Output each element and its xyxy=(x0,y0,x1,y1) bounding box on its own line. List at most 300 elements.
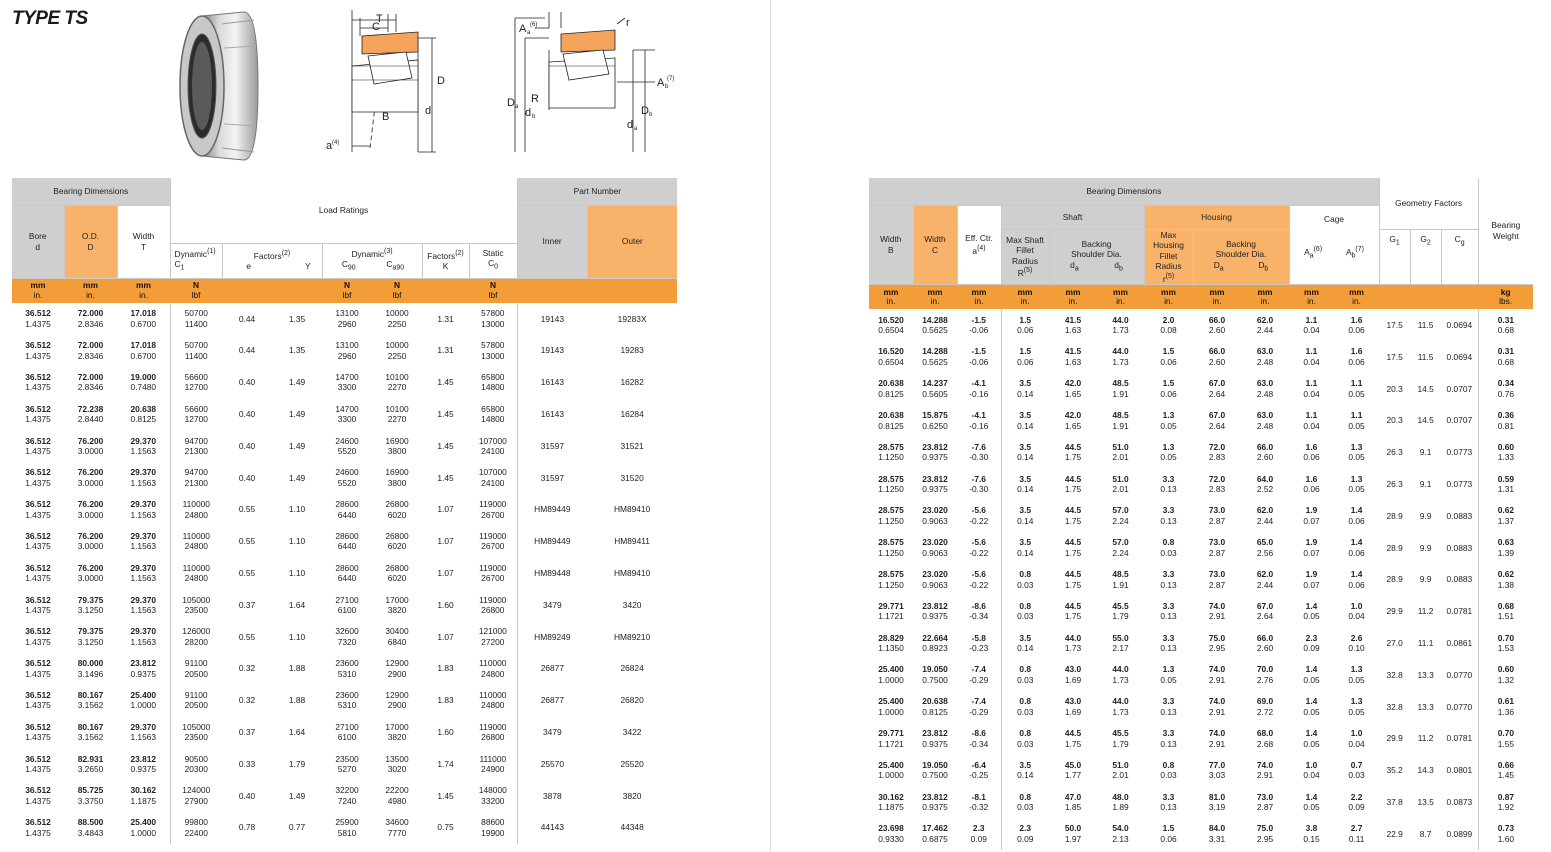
table-row xyxy=(12,303,677,335)
table-cell: 0.34 0.76 xyxy=(1497,378,1515,399)
table-row xyxy=(869,595,1533,627)
table-cell: 36.512 1.4375 xyxy=(25,562,51,584)
table-cell: 3.3 0.13 xyxy=(1160,728,1177,749)
table-cell: 0.0694 xyxy=(1441,341,1478,373)
table-cell: -4.1 -0.16 xyxy=(957,405,1001,437)
table-cell: 1.49 xyxy=(288,790,306,801)
table-cell: 1.5 0.06 xyxy=(1160,378,1177,399)
unit-cell: N lbf xyxy=(372,278,422,303)
table-cell: 44.5 1.75 xyxy=(1064,728,1082,749)
table-cell: 13.3 xyxy=(1417,701,1434,712)
table-cell: 74.0 2.91 xyxy=(1208,728,1226,749)
table-cell: 29.771 1.1721 xyxy=(878,600,904,622)
table-cell: 13100 2960 xyxy=(335,308,359,329)
table-cell: 1.5 0.06 xyxy=(1017,346,1034,367)
dim-label-db-upper-sub: b xyxy=(649,112,653,118)
table-cell: 74.0 2.91 xyxy=(1208,600,1226,622)
table-cell: 0.55 xyxy=(238,504,256,515)
table-cell: -5.6 -0.22 xyxy=(957,500,1001,532)
table-cell: 23500 5270 xyxy=(335,753,359,775)
table-row xyxy=(869,627,1533,659)
header-width-b: Width B xyxy=(869,205,913,284)
table-cell: 29.370 1.1563 xyxy=(117,716,170,748)
table-cell: 28.575 1.1250 xyxy=(878,473,904,495)
table-cell: 0.37 xyxy=(238,599,256,610)
table-cell: 73.0 2.87 xyxy=(1208,537,1226,558)
table-cell: 2.0 0.08 xyxy=(1160,314,1177,336)
table-cell: 16.520 0.6504 xyxy=(878,314,904,336)
table-cell: 36.512 1.4375 xyxy=(25,371,51,393)
table-cell: 29.370 1.1563 xyxy=(117,462,170,494)
table-cell: 119000 26700 xyxy=(469,494,517,526)
unit-cell: mm in. xyxy=(1144,284,1193,309)
table-row xyxy=(869,786,1533,818)
table-cell: 48.5 1.91 xyxy=(1112,569,1129,590)
mounting-dimensions-table xyxy=(869,178,1533,850)
table-cell: 36.512 1.4375 xyxy=(25,467,51,488)
table-cell: 94700 21300 xyxy=(184,435,208,457)
table-cell: 29.370 1.1563 xyxy=(117,430,170,462)
table-cell: HM89410 xyxy=(613,504,651,515)
table-cell: 1.60 xyxy=(437,599,454,610)
table-cell: 0.78 xyxy=(238,822,256,833)
table-cell: 16143 xyxy=(540,377,564,388)
table-cell: 36.512 1.4375 xyxy=(25,817,51,838)
table-cell: 44.5 1.75 xyxy=(1064,600,1082,622)
table-cell: 1.3 0.05 xyxy=(1348,696,1365,717)
table-cell: 3.5 0.14 xyxy=(1017,441,1034,463)
table-cell: -1.5 -0.06 xyxy=(957,341,1001,373)
table-row xyxy=(12,398,677,430)
table-cell: 1.4 0.06 xyxy=(1348,505,1365,526)
dim-label-ab-sub: b xyxy=(665,84,669,90)
table-cell: 36.512 1.4375 xyxy=(25,721,51,743)
table-cell: 75.0 2.95 xyxy=(1256,823,1274,844)
table-cell: 37.8 xyxy=(1386,796,1403,807)
table-cell: 17.018 0.6700 xyxy=(117,335,170,367)
unit-cell: mm in. xyxy=(957,284,1001,309)
table-cell: 72.000 2.8346 xyxy=(77,371,104,393)
table-cell: 44.0 1.73 xyxy=(1112,346,1129,367)
table-cell: 0.8 0.03 xyxy=(1160,537,1177,558)
table-cell: 29.370 1.1563 xyxy=(117,526,170,558)
table-cell: 1.9 0.07 xyxy=(1303,569,1320,590)
table-cell: HM89410 xyxy=(613,568,651,579)
table-cell: 0.68 1.51 xyxy=(1497,600,1515,622)
table-cell: 0.70 1.53 xyxy=(1497,632,1515,654)
table-cell: 0.62 1.38 xyxy=(1497,569,1515,590)
header-load-ratings: Load Ratings xyxy=(170,178,517,243)
table-cell: 1.6 0.06 xyxy=(1303,441,1320,463)
table-cell: 50700 11400 xyxy=(184,340,208,361)
table-row xyxy=(12,557,677,589)
table-cell: 26.3 xyxy=(1386,447,1403,458)
unit-cell: mm in. xyxy=(1001,284,1049,309)
table-cell: 67.0 2.64 xyxy=(1256,600,1274,622)
table-cell: 25.400 1.0000 xyxy=(117,685,170,717)
bearing-dimension-diagram xyxy=(322,8,452,160)
table-cell: HM89411 xyxy=(614,536,650,547)
table-cell: 1.3 0.05 xyxy=(1160,441,1177,463)
table-cell: 0.0883 xyxy=(1441,500,1478,532)
table-cell: 26820 xyxy=(620,695,644,706)
table-cell: 110000 24800 xyxy=(182,530,210,552)
table-cell: 27100 6100 xyxy=(335,594,359,616)
table-cell: 11.5 xyxy=(1417,319,1434,330)
table-cell: 74.0 2.91 xyxy=(1256,759,1274,781)
table-cell: 80.167 3.1562 xyxy=(77,721,104,743)
table-cell: 65800 14800 xyxy=(469,398,517,430)
table-cell: 63.0 2.48 xyxy=(1256,378,1274,399)
table-cell: 57800 13000 xyxy=(469,303,517,335)
table-cell: 88600 19900 xyxy=(469,812,517,844)
table-cell: -8.6 -0.34 xyxy=(957,723,1001,755)
table-cell: 25.400 1.0000 xyxy=(878,759,904,781)
unit-cell: mm in. xyxy=(117,278,170,303)
table-cell: 19143 xyxy=(540,345,564,356)
table-cell: 62.0 2.44 xyxy=(1256,314,1274,336)
table-cell: 12900 2900 xyxy=(385,658,409,679)
table-cell: 66.0 2.60 xyxy=(1256,632,1274,654)
dim-label-r: r xyxy=(626,17,630,29)
dim-label-da-lower: d xyxy=(627,119,634,131)
table-cell: 91100 20500 xyxy=(184,658,208,679)
table-cell: 51.0 2.01 xyxy=(1112,759,1129,781)
table-cell: 1.3 0.05 xyxy=(1348,473,1365,495)
table-cell: 65.0 2.56 xyxy=(1256,537,1274,558)
table-cell: 10000 2250 xyxy=(385,340,409,361)
table-cell: 56600 12700 xyxy=(184,371,208,393)
table-cell: 36.512 1.4375 xyxy=(25,530,51,552)
table-cell: 45.5 1.79 xyxy=(1112,600,1129,622)
table-row xyxy=(12,716,677,748)
table-cell: 28.575 1.1250 xyxy=(878,505,904,526)
header-mounting-dimensions: Bearing Dimensions xyxy=(869,178,1379,205)
table-cell: 1.4 0.05 xyxy=(1303,728,1320,749)
table-row xyxy=(12,367,677,399)
table-cell: 23.020 0.9063 xyxy=(922,569,948,590)
table-cell: 44143 xyxy=(540,822,564,833)
table-cell: HM89448 xyxy=(534,568,571,579)
header-cg: $C_g$ xyxy=(1441,229,1478,284)
table-cell: 0.31 0.68 xyxy=(1497,346,1515,367)
table-cell: 0.0773 xyxy=(1441,436,1478,468)
table-cell: 99800 22400 xyxy=(184,817,208,838)
table-cell: 0.77 xyxy=(288,822,306,833)
table-cell: 0.70 1.55 xyxy=(1497,728,1515,749)
table-cell: 1.07 xyxy=(437,504,454,515)
table-cell: 16143 xyxy=(540,409,564,420)
table-cell: 57.0 2.24 xyxy=(1112,505,1129,526)
table-cell: -8.1 -0.32 xyxy=(957,786,1001,818)
table-cell: 2.3 0.09 xyxy=(1303,632,1320,654)
table-cell: 14.288 0.5625 xyxy=(922,314,948,336)
table-cell: 1.74 xyxy=(437,758,454,769)
table-cell: 0.40 xyxy=(238,790,256,801)
table-cell: 110000 24800 xyxy=(182,499,210,520)
table-cell: 44.0 1.73 xyxy=(1112,314,1129,336)
table-row xyxy=(12,653,677,685)
table-cell: 36.512 1.4375 xyxy=(25,785,51,806)
table-row xyxy=(12,462,677,494)
table-cell: 0.8 0.03 xyxy=(1017,696,1034,717)
table-cell: 19283X xyxy=(617,313,647,324)
table-cell: 2.2 0.09 xyxy=(1348,791,1365,813)
table-cell: 44.0 1.73 xyxy=(1064,632,1082,654)
table-cell: 36.512 1.4375 xyxy=(25,308,51,329)
table-cell: 12900 2900 xyxy=(385,689,409,711)
table-cell: 45.0 1.77 xyxy=(1064,759,1082,781)
table-cell: 0.87 1.92 xyxy=(1497,791,1515,813)
table-cell: 16.520 0.6504 xyxy=(878,346,904,367)
table-cell: 10100 2270 xyxy=(385,371,409,393)
table-cell: 28600 6440 xyxy=(335,562,359,584)
table-cell: 44.5 1.75 xyxy=(1064,441,1082,463)
table-cell: 3.3 0.13 xyxy=(1160,569,1177,590)
table-cell: 17.5 xyxy=(1386,319,1403,330)
table-cell: 1.49 xyxy=(288,377,306,388)
table-cell: 47.0 1.85 xyxy=(1064,791,1082,813)
table-cell: 57.0 2.24 xyxy=(1112,537,1129,558)
table-cell: 3820 xyxy=(622,790,642,801)
table-cell: 1.5 0.06 xyxy=(1017,314,1034,336)
dim-label-db-lower: d xyxy=(525,107,532,119)
table-cell: 74.0 2.91 xyxy=(1208,664,1226,685)
table-cell: 0.40 xyxy=(238,440,256,451)
table-cell: 0.75 xyxy=(437,822,454,833)
table-cell: 0.7 0.03 xyxy=(1348,759,1365,781)
table-cell: 29.9 xyxy=(1386,606,1403,617)
table-cell: 65800 14800 xyxy=(469,367,517,399)
table-cell: 54.0 2.13 xyxy=(1112,823,1129,844)
table-row xyxy=(12,589,677,621)
table-cell: 76.200 3.0000 xyxy=(77,562,104,584)
table-cell: 1.4 0.05 xyxy=(1303,600,1320,622)
table-row xyxy=(869,691,1533,723)
table-cell: 23.698 0.9330 xyxy=(878,823,904,844)
table-cell: 16284 xyxy=(620,409,644,420)
table-cell: 20.3 xyxy=(1386,415,1403,426)
table-cell: 0.73 1.60 xyxy=(1497,823,1515,844)
table-row xyxy=(869,405,1533,437)
dim-label-a-sup: (4) xyxy=(332,140,340,146)
unit-cell: mm in. xyxy=(1097,284,1144,309)
bearing-dimensions-table xyxy=(12,178,677,844)
table-cell: 74.0 2.91 xyxy=(1208,696,1226,717)
table-cell: HM89449 xyxy=(534,504,571,515)
table-cell: 1.79 xyxy=(288,758,306,769)
table-row xyxy=(869,373,1533,405)
table-cell: 29.9 xyxy=(1386,733,1403,744)
unit-cell xyxy=(587,278,677,303)
table-cell: 11.2 xyxy=(1417,606,1434,617)
table-cell: 88.500 3.4843 xyxy=(77,817,104,838)
unit-cell: N lbf xyxy=(322,278,372,303)
table-cell: 73.0 2.87 xyxy=(1256,791,1274,813)
table-cell: 2.6 0.10 xyxy=(1348,632,1365,654)
table-cell: 16282 xyxy=(620,377,644,388)
table-cell: 1.49 xyxy=(288,409,306,420)
table-cell: 29.370 1.1563 xyxy=(117,589,170,621)
table-cell: 1.45 xyxy=(437,440,454,451)
table-cell: 1.31 xyxy=(437,345,454,356)
table-cell: 1.9 0.07 xyxy=(1303,505,1320,526)
table-cell: 24600 5520 xyxy=(335,467,359,488)
table-cell: 36.512 1.4375 xyxy=(25,499,51,520)
dim-label-da-upper-sub: a xyxy=(515,104,519,110)
table-cell: 42.0 1.65 xyxy=(1064,410,1082,431)
units-row xyxy=(869,284,1533,309)
header-bore: Bore d xyxy=(12,205,64,278)
header-shaft-backing: Backing Shoulder Dia. $d_a$ $d_b$ xyxy=(1049,229,1144,284)
table-cell: 0.61 1.36 xyxy=(1497,696,1515,717)
table-cell: 91100 20500 xyxy=(184,689,208,711)
table-cell: 72.000 2.8346 xyxy=(77,308,104,329)
table-cell: 119000 26800 xyxy=(469,716,517,748)
table-cell: 0.0707 xyxy=(1441,405,1478,437)
unit-cell: N lbf xyxy=(469,278,517,303)
table-cell: 75.0 2.95 xyxy=(1208,632,1226,654)
table-cell: 26800 6020 xyxy=(385,499,409,520)
table-cell: 23.812 0.9375 xyxy=(922,441,948,463)
table-cell: 23.812 0.9375 xyxy=(117,748,170,780)
table-cell: 22.664 0.8923 xyxy=(922,632,948,654)
dim-label-da-lower-sub: a xyxy=(634,126,638,132)
table-cell: 0.66 1.45 xyxy=(1497,759,1515,781)
table-cell: 1.3 0.05 xyxy=(1160,410,1177,431)
header-g1: $G_1$ xyxy=(1379,229,1410,284)
table-cell: 20.3 xyxy=(1386,383,1403,394)
table-cell: 80.000 3.1496 xyxy=(77,658,104,679)
table-cell: 0.62 1.37 xyxy=(1497,505,1515,526)
table-cell: 24600 5520 xyxy=(335,435,359,457)
table-row xyxy=(869,436,1533,468)
table-cell: 23.812 0.9375 xyxy=(922,473,948,495)
table-cell: 70.0 2.76 xyxy=(1256,664,1274,685)
table-cell: 8.7 xyxy=(1419,828,1432,839)
table-cell: 1.35 xyxy=(288,313,306,324)
dim-label-da-upper: D xyxy=(507,97,515,109)
table-cell: 25.400 1.0000 xyxy=(117,812,170,844)
unit-cell xyxy=(1410,284,1441,309)
table-cell: 0.0694 xyxy=(1441,309,1478,341)
table-cell: 3.3 0.13 xyxy=(1160,791,1177,813)
table-cell: 41.5 1.63 xyxy=(1064,314,1082,336)
table-cell: 9.9 xyxy=(1419,542,1432,553)
table-cell: 51.0 2.01 xyxy=(1112,473,1129,495)
table-cell: 23.812 0.9375 xyxy=(922,728,948,749)
table-cell: 29.370 1.1563 xyxy=(117,557,170,589)
table-cell: 124000 27900 xyxy=(182,785,211,806)
table-row xyxy=(12,494,677,526)
unit-cell: mm in. xyxy=(1193,284,1241,309)
dim-label-t: T xyxy=(376,13,383,25)
header-eff-ctr: Eff. Ctr. $a^{(4)}$ xyxy=(957,205,1001,284)
table-cell: 25.400 1.0000 xyxy=(878,696,904,717)
table-cell: 20.638 0.8125 xyxy=(117,398,170,430)
table-cell: 107000 24100 xyxy=(469,430,517,462)
table-cell: 31520 xyxy=(620,472,644,483)
table-cell: 57800 13000 xyxy=(469,335,517,367)
table-cell: 72.0 2.83 xyxy=(1208,441,1226,463)
table-cell: 44.0 1.73 xyxy=(1112,696,1129,717)
table-cell: 105000 23500 xyxy=(182,594,211,616)
table-cell: 3479 xyxy=(543,727,562,737)
table-cell: 0.33 xyxy=(238,758,256,769)
table-cell: 23.020 0.9063 xyxy=(922,537,948,558)
table-cell: 1.6 0.06 xyxy=(1303,473,1320,495)
table-cell: 13.5 xyxy=(1417,796,1434,807)
table-cell: 1.4 0.05 xyxy=(1303,664,1320,685)
table-cell: 3.5 0.14 xyxy=(1017,378,1034,399)
unit-cell: kg lbs. xyxy=(1478,284,1533,309)
table-cell: 1.45 xyxy=(437,472,454,483)
table-cell: 1.4 0.06 xyxy=(1348,569,1365,590)
table-cell: 55.0 2.17 xyxy=(1112,632,1129,654)
table-cell: 11.5 xyxy=(1417,351,1434,362)
table-cell: 9.9 xyxy=(1419,574,1432,585)
table-cell: 31521 xyxy=(620,440,644,451)
table-cell: 1.1 0.05 xyxy=(1348,410,1365,431)
table-cell: 0.8 0.03 xyxy=(1017,664,1034,685)
table-cell: 20.638 0.8125 xyxy=(922,696,948,717)
table-cell: 3.3 0.13 xyxy=(1160,600,1177,622)
unit-cell xyxy=(272,278,322,303)
table-cell: 0.0781 xyxy=(1441,723,1478,755)
dim-label-ab: A xyxy=(657,77,665,89)
table-cell: 0.44 xyxy=(238,345,256,356)
table-cell: 1.45 xyxy=(437,790,454,801)
table-cell: 62.0 2.44 xyxy=(1256,505,1274,526)
table-cell: 1.9 0.07 xyxy=(1303,537,1320,558)
table-row xyxy=(869,532,1533,564)
table-cell: 43.0 1.69 xyxy=(1064,664,1082,685)
table-cell: 0.0883 xyxy=(1441,532,1478,564)
table-cell: 63.0 2.48 xyxy=(1256,346,1274,367)
table-cell: 19.000 0.7480 xyxy=(117,367,170,399)
table-row xyxy=(12,812,677,844)
table-cell: 50.0 1.97 xyxy=(1064,823,1082,844)
table-cell: 63.0 2.48 xyxy=(1256,410,1274,431)
table-cell: 110000 24800 xyxy=(182,562,210,584)
table-cell: 0.31 0.68 xyxy=(1497,314,1515,336)
table-cell: 0.8 0.03 xyxy=(1017,728,1034,749)
header-housing: Housing xyxy=(1144,205,1289,229)
table-cell: 23.812 0.9375 xyxy=(117,653,170,685)
dim-label-od: D xyxy=(437,75,445,87)
table-cell: 29.370 1.1563 xyxy=(117,621,170,653)
table-row xyxy=(12,526,677,558)
table-cell: 62.0 2.44 xyxy=(1256,569,1274,590)
header-width: Width T xyxy=(117,205,170,278)
table-cell: 1.1 0.04 xyxy=(1303,378,1320,399)
dim-label-a: a xyxy=(326,140,333,152)
table-cell: 81.0 3.19 xyxy=(1208,791,1226,813)
table-cell: 22200 4980 xyxy=(385,785,409,806)
header-inner: Inner xyxy=(517,205,587,278)
table-cell: 1.88 xyxy=(288,663,306,674)
table-cell: 0.60 1.32 xyxy=(1497,664,1515,685)
table-cell: 0.59 1.31 xyxy=(1497,473,1515,495)
dim-label-db-upper: D xyxy=(641,105,649,117)
table-cell: 32.8 xyxy=(1386,669,1403,680)
table-cell: 9.1 xyxy=(1419,478,1432,489)
table-row xyxy=(869,659,1533,691)
table-cell: 32600 7320 xyxy=(335,626,359,647)
table-cell: 76.200 3.0000 xyxy=(77,530,104,552)
table-cell: 0.55 xyxy=(238,631,256,642)
table-cell: 32.8 xyxy=(1386,701,1403,712)
